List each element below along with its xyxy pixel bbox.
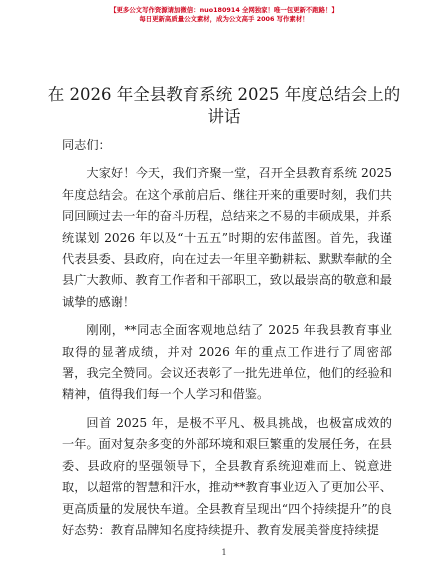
promo-banner-line-1: 【更多公文写作资源请加微信：nuo180914 全网独家！唯一包更新不跑路！】 <box>110 6 338 14</box>
paragraph-3: 回首 2025 年，是极不平凡、极具挑战，也极富成效的一年。面对复杂多变的外部环境和艰巨繁重的发展任务，在县委、县政府的坚强领导下，全县教育系统迎难而上、锐意进取，以超常的智慧和汗水，推动**教育事业迈入了更加公平、更高质量的发展快车道。全县教育呈现出“四个持续提升”的良好态势：教育品牌知名度持续提升、教育发展美誉度持续提 <box>62 415 392 537</box>
promo-banner <box>0 6 448 24</box>
document-body <box>62 135 392 548</box>
document-title: 在 2026 年全县教育系统 2025 年度总结会上的讲话 <box>47 85 401 126</box>
promo-banner-line-2: 每日更新高质量公文素材，成为公文高手 2006 写作素材！ <box>139 15 309 23</box>
page-number: 1 <box>221 548 227 557</box>
paragraph-2: 刚刚，**同志全面客观地总结了 2025 年我县教育事业取得的显著成绩，并对 2026 年的重点工作进行了周密部署，我完全赞同。会议还表彰了一批先进单位，他们的经验和精神，值得我们每一个人学习和借鉴。 <box>62 323 392 402</box>
salutation: 同志们： <box>62 138 111 152</box>
paragraph-1: 大家好！今天，我们齐聚一堂，召开全县教育系统 2025 年度总结会。在这个承前启后、继往开来的重要时刻，我们共同回顾过去一年的奋斗历程，总结来之不易的丰硕成果，并系统谋划 2026 年以及“十五五”时期的宏伟蓝图。首先，我谨代表县委、县政府，向在过去一年里辛勤耕耘、默默奉献的全县广大教师、教育工作者和干部职工，致以最崇高的敬意和最诚挚的感谢！ <box>62 166 392 309</box>
